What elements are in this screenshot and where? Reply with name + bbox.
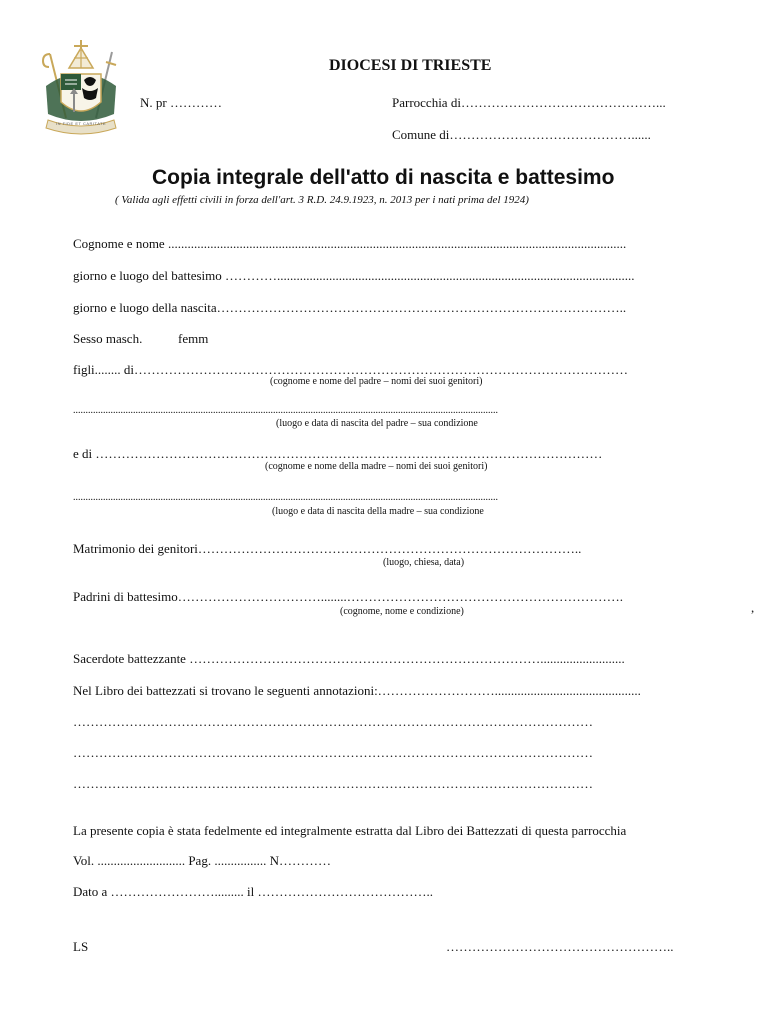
madre-note: (cognome e nome della madre – nomi dei suoi genitori) [265,461,488,472]
annotazioni-line-1: ………………………………………………………………………………………………………… [73,714,593,729]
annotazioni-line-2: ………………………………………………………………………………………………………… [73,745,593,760]
signature-line: …………………………………………….. [446,939,674,954]
sesso-masch-label: Sesso masch. [73,331,143,346]
madre-luogo-note: (luogo e data di nascita della madre – sua condizione [272,506,484,517]
matrimonio-note: (luogo, chiesa, data) [383,557,465,568]
madre-luogo-line: .......................................................................................................................................................................... [73,492,498,503]
ls-seal-label: LS [73,939,89,954]
padre-luogo-line: .......................................................................................................................................................................... [73,405,498,416]
nascita-field: giorno e luogo della nascita………………………………………………………………………………….. [73,300,627,315]
diocese-crest [36,36,126,136]
validity-note: ( Valida agli effetti civili in forza dell'art. 3 R.D. 24.9.1923, n. 2013 per i nati prima del 1924) [115,194,529,206]
dato-field: Dato a ……………………......... il ………………………………….. [73,884,434,899]
vol-pag-field: Vol. ........................... Pag. ................ N………… [73,853,331,868]
sacerdote-field: Sacerdote battezzante ……………………………………………………………………….......................... [73,651,625,666]
annotazioni-field: Nel Libro dei battezzati si trovano le seguenti annotazioni:………………………............................................. [73,683,641,698]
madre-field: e di ……………………………………………………………………………………………………… [73,446,603,461]
parish-field: Parrocchia di………………………………………... [392,95,666,110]
cognome-nome-field: Cognome e nome ............................................................................................................................................. [73,236,627,251]
matrimonio-field: Matrimonio dei genitori…………………………………………………………………………….. [73,541,582,556]
padrini-field: Padrini di battesimo……………………………........………………………………………………………. [73,589,623,604]
padrini-note: (cognome, nome e condizione) [340,606,464,617]
padre-luogo-note: (luogo e data di nascita del padre – sua condizione [276,418,478,429]
figli-note: (cognome e nome del padre – nomi dei suoi genitori) [270,376,483,387]
copy-statement: La presente copia è stata fedelmente ed integralmente estratta dal Libro dei Battezzati di questa parrocchia [73,823,627,838]
comune-field: Comune di……………………………………...... [392,127,651,142]
crest-motto: IN FIDE ET CARITATE [56,121,107,126]
annotazioni-line-3: ………………………………………………………………………………………………………… [73,776,593,791]
sesso-femm-label: femm [178,331,209,346]
figli-field: figli........ di…………………………………………………………………………………………………… [73,362,629,377]
diocese-title: DIOCESI DI TRIESTE [329,57,492,74]
page-title: Copia integrale dell'atto di nascita e battesimo [152,166,615,189]
n-pr-field: N. pr ………… [140,95,222,110]
battesimo-field: giorno e luogo del battesimo ………….............................................................................................................. [73,268,635,283]
stray-comma: , [751,600,755,615]
